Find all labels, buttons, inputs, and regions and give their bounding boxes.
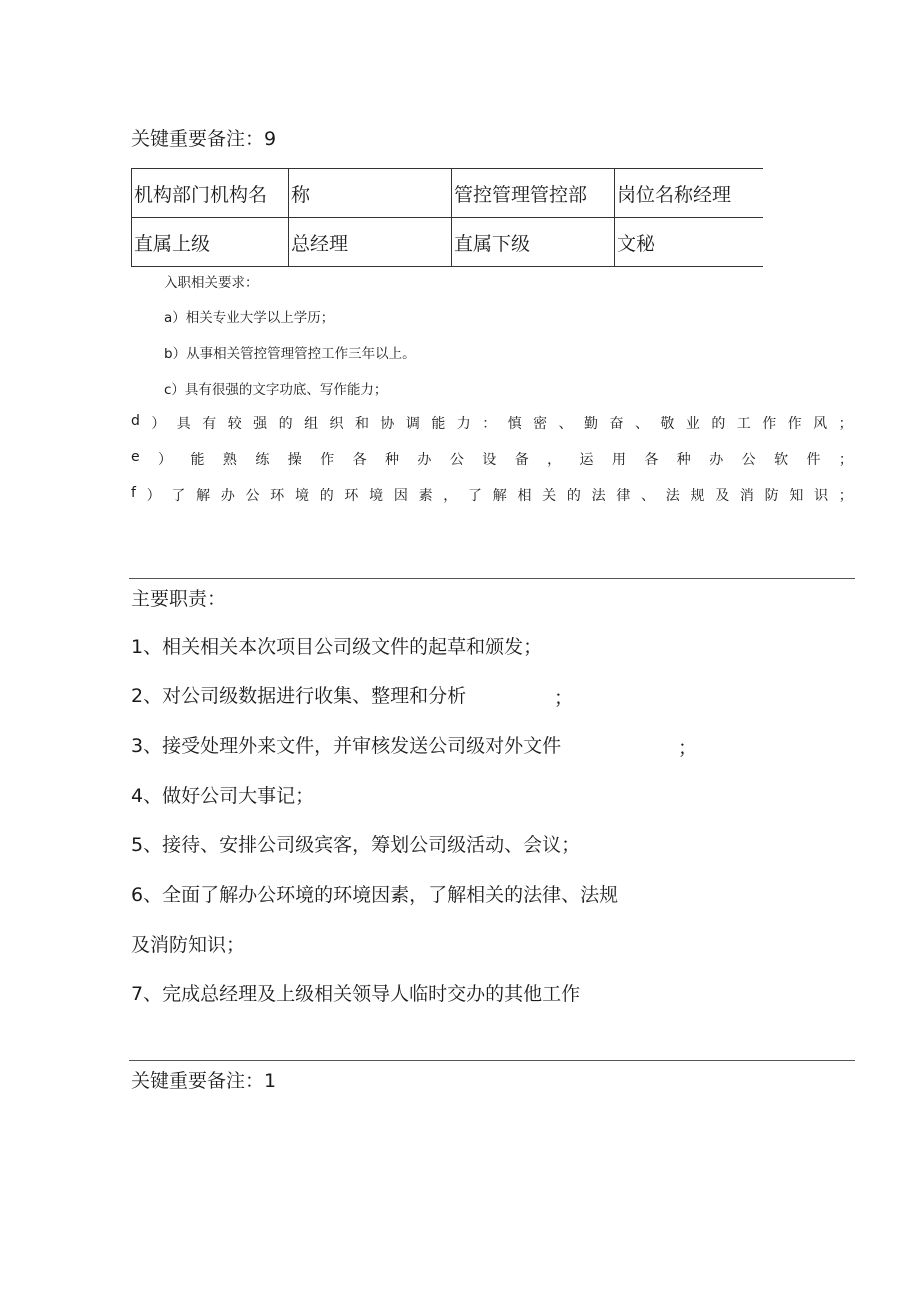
position-info-table — [131, 168, 763, 267]
duty-item-continuation: 及消防知识； — [131, 934, 246, 956]
requirement-f: f ） 了 解 办 公 环 境 的 环 境 因 素 ， 了 解 相 关 的 法 律 、 法 规 及 消 防 知 识 ； — [131, 485, 853, 504]
duty-item: 3、接受处理外来文件，并审核发送公司级对外文件 — [131, 735, 562, 757]
table-cell: 直属下级 — [452, 218, 615, 267]
requirement-b: b）从事相关管控管理管控工作三年以上。 — [164, 346, 416, 362]
requirements-heading: 入职相关要求： — [164, 275, 259, 291]
table-cell: 总经理 — [289, 218, 452, 267]
note-top: 关键重要备注：9 — [131, 128, 277, 150]
note-bottom: 关键重要备注：1 — [131, 1070, 277, 1092]
requirement-e: e ） 能 熟 练 操 作 各 种 办 公 设 备 ， 运 用 各 种 办 公 软 件 ； — [131, 449, 853, 468]
duty-item: 5、接待、安排公司级宾客，筹划公司级活动、会议； — [131, 834, 581, 856]
table-cell: 文秘 — [615, 218, 764, 267]
table-cell: 机构部门机构名 — [132, 169, 289, 218]
table-row — [132, 169, 764, 218]
duty-item: 6、全面了解办公环境的环境因素，了解相关的法律、法规 — [131, 884, 619, 906]
duty-item: 7、完成总经理及上级相关领导人临时交办的其他工作 — [131, 983, 581, 1005]
duty-item: 1、相关相关本次项目公司级文件的起草和颁发； — [131, 636, 543, 658]
table-cell: 直属上级 — [132, 218, 289, 267]
table-cell: 岗位名称经理 — [615, 169, 764, 218]
section-divider — [129, 578, 855, 579]
duty-item: 4、做好公司大事记； — [131, 785, 315, 807]
duty-item: 2、对公司级数据进行收集、整理和分析 — [131, 685, 467, 707]
requirement-c: c）具有很强的文字功底、写作能力； — [164, 382, 388, 398]
section-divider — [129, 1060, 855, 1061]
duties-heading: 主要职责： — [131, 588, 227, 610]
table-cell: 管控管理管控部 — [452, 169, 615, 218]
requirement-d: d ） 具 有 较 强 的 组 织 和 协 调 能 力 ： 慎 密 、 勤 奋 、 敬 业 的 工 作 作 风 ； — [131, 413, 853, 432]
duty-item-tail: ； — [554, 687, 574, 709]
requirement-a: a）相关专业大学以上学历； — [164, 310, 335, 326]
table-cell: 称 — [289, 169, 452, 218]
duty-item-tail: ； — [678, 737, 698, 759]
table-row — [132, 218, 764, 267]
